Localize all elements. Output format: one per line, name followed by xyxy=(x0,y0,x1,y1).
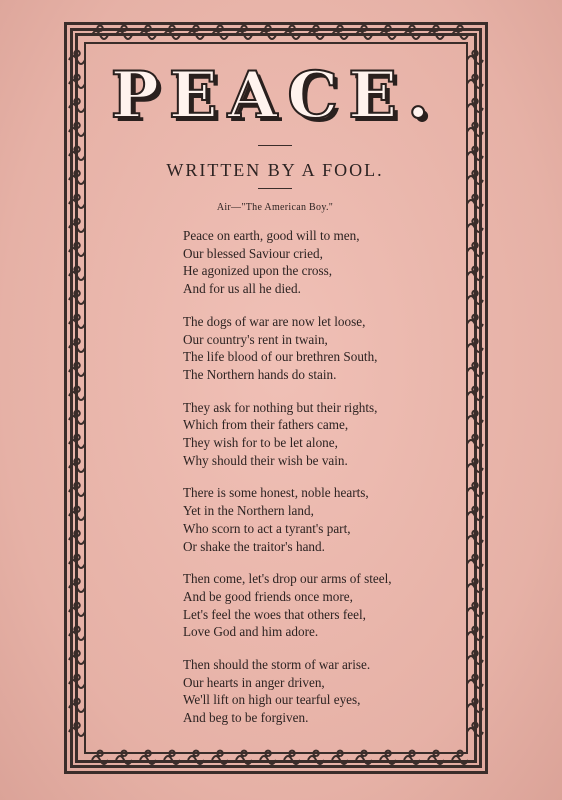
verse-line: Our country's rent in twain, xyxy=(183,331,328,347)
verse-line: He agonized upon the cross, xyxy=(183,263,333,279)
verse-line: Who scorn to act a tyrant's part, xyxy=(183,520,351,536)
divider-rule xyxy=(258,145,292,146)
verse-line: Why should their wish be vain. xyxy=(183,452,348,468)
verse-line: Our blessed Saviour cried, xyxy=(183,245,323,261)
divider-rule xyxy=(258,188,292,189)
verse-line: Let's feel the woes that others feel, xyxy=(183,606,366,622)
stanza xyxy=(183,484,433,555)
verse-line: Which from their fathers came, xyxy=(183,417,349,433)
verse-line: And be good friends once more, xyxy=(183,588,353,604)
verse-line: Then come, let's drop our arms of steel, xyxy=(183,571,392,587)
verses xyxy=(183,227,433,742)
stanza xyxy=(183,399,433,470)
verse-line: And beg to be forgiven. xyxy=(183,710,309,726)
verse-line: The life blood of our brethren South, xyxy=(183,349,378,365)
verse-line: There is some honest, noble hearts, xyxy=(183,485,369,501)
stanza xyxy=(183,656,433,727)
page-title: PEACE. xyxy=(110,58,440,133)
verse-line: Peace on earth, good will to men, xyxy=(183,228,360,243)
verse-line: Or shake the traitor's hand. xyxy=(183,538,325,554)
verse-line: They wish for to be let alone, xyxy=(183,435,338,451)
stanza xyxy=(183,570,433,641)
verse-line: We'll lift on high our tearful eyes, xyxy=(183,692,361,708)
subtitle: WRITTEN BY A FOOL. xyxy=(166,160,384,180)
verse-line: The dogs of war are now let loose, xyxy=(183,313,366,329)
tune-note: Air—"The American Boy." xyxy=(216,202,334,213)
verse-line: They ask for nothing but their rights, xyxy=(183,399,378,415)
stanza xyxy=(183,313,433,384)
verse-line: The Northern hands do stain. xyxy=(183,366,337,382)
stanza xyxy=(183,227,433,298)
verse-line: Yet in the Northern land, xyxy=(183,503,314,519)
verse-line: Then should the storm of war arise. xyxy=(183,657,371,673)
verse-line: Our hearts in anger driven, xyxy=(183,674,325,690)
verse-line: Love God and him adore. xyxy=(183,624,319,640)
verse-line: And for us all he died. xyxy=(183,281,301,297)
